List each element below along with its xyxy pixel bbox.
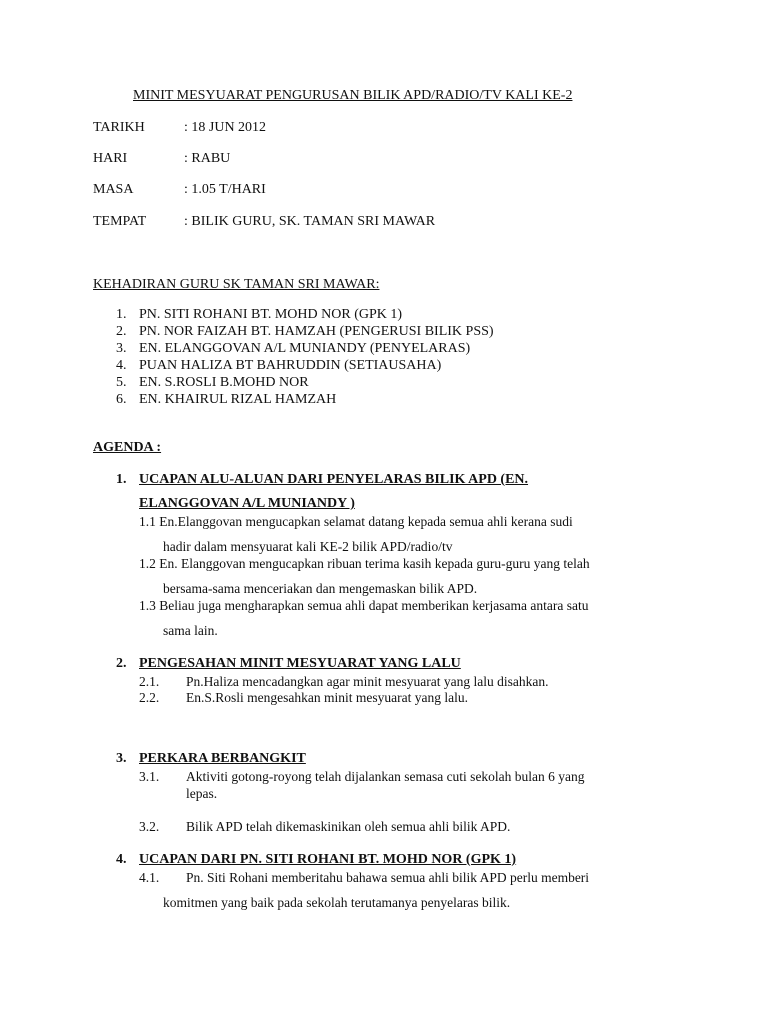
attendance-item: EN. ELANGGOVAN A/L MUNIANDY (PENYELARAS)	[139, 341, 471, 356]
agenda-item-text: En.S.Rosli mengesahkan minit mesyuarat yang lalu.	[186, 690, 468, 705]
agenda-item-text-cont: lepas.	[186, 786, 218, 801]
attendance-number: 4.	[116, 358, 127, 373]
agenda-section-title: UCAPAN ALU-ALUAN DARI PENYELARAS BILIK APD (EN.	[139, 472, 529, 487]
attendance-item: PUAN HALIZA BT BAHRUDDIN (SETIAUSAHA)	[139, 358, 442, 373]
document-title: MINIT MESYUARAT PENGURUSAN BILIK APD/RADIO/TV KALI KE-2	[133, 88, 573, 103]
agenda-item-number: 2.2.	[139, 690, 160, 705]
info-value-hari: : RABU	[184, 151, 231, 166]
attendance-item: PN. NOR FAIZAH BT. HAMZAH (PENGERUSI BILIK PSS)	[139, 324, 494, 339]
info-value-tempat: : BILIK GURU, SK. TAMAN SRI MAWAR	[184, 214, 436, 229]
agenda-item-text: Aktiviti gotong-royong telah dijalankan semasa cuti sekolah bulan 6 yang	[186, 769, 585, 784]
agenda-item-number: 2.1.	[139, 674, 160, 689]
agenda-section-number: 3.	[116, 751, 127, 766]
agenda-item-text: 1.3 Beliau juga mengharapkan semua ahli dapat memberikan kerjasama antara satu	[139, 598, 589, 613]
attendance-item: EN. S.ROSLI B.MOHD NOR	[139, 375, 309, 390]
agenda-item-number: 4.1.	[139, 870, 160, 885]
agenda-item-text: 1.1 En.Elanggovan mengucapkan selamat datang kepada semua ahli kerana sudi	[139, 514, 573, 529]
agenda-section-title-cont: ELANGGOVAN A/L MUNIANDY )	[139, 496, 355, 511]
info-label-hari: HARI	[93, 151, 128, 166]
agenda-item-text-cont: bersama-sama menceriakan dan mengemaskan bilik APD.	[163, 581, 478, 596]
agenda-item-text-cont: hadir dalam mensyuarat kali KE-2 bilik APD/radio/tv	[163, 539, 453, 554]
attendance-number: 5.	[116, 375, 127, 390]
agenda-item-text-cont: komitmen yang baik pada sekolah terutamanya penyelaras bilik.	[163, 895, 511, 910]
agenda-heading: AGENDA :	[93, 440, 162, 455]
agenda-item-number: 3.2.	[139, 819, 160, 834]
agenda-section-title: PERKARA BERBANGKIT	[139, 751, 306, 766]
attendance-heading: KEHADIRAN GURU SK TAMAN SRI MAWAR:	[93, 277, 380, 292]
agenda-section-number: 1.	[116, 472, 127, 487]
attendance-number: 6.	[116, 392, 127, 407]
agenda-section-number: 4.	[116, 852, 127, 867]
agenda-item-text: Bilik APD telah dikemaskinikan oleh semua ahli bilik APD.	[186, 819, 511, 834]
info-value-tarikh: : 18 JUN 2012	[184, 120, 267, 135]
attendance-item: EN. KHAIRUL RIZAL HAMZAH	[139, 392, 337, 407]
info-label-tarikh: TARIKH	[93, 120, 145, 135]
agenda-item-number: 3.1.	[139, 769, 160, 784]
info-label-masa: MASA	[93, 182, 134, 197]
agenda-section-number: 2.	[116, 656, 127, 671]
agenda-section-title: PENGESAHAN MINIT MESYUARAT YANG LALU	[139, 656, 461, 671]
agenda-item-text-cont: sama lain.	[163, 623, 218, 638]
info-value-masa: : 1.05 T/HARI	[184, 182, 266, 197]
info-label-tempat: TEMPAT	[93, 214, 147, 229]
attendance-number: 2.	[116, 324, 127, 339]
agenda-section-title: UCAPAN DARI PN. SITI ROHANI BT. MOHD NOR (GPK 1)	[139, 852, 517, 867]
attendance-number: 3.	[116, 341, 127, 356]
attendance-number: 1.	[116, 307, 127, 322]
agenda-item-text: 1.2 En. Elanggovan mengucapkan ribuan terima kasih kepada guru-guru yang telah	[139, 556, 590, 571]
agenda-item-text: Pn.Haliza mencadangkan agar minit mesyuarat yang lalu disahkan.	[186, 674, 549, 689]
attendance-item: PN. SITI ROHANI BT. MOHD NOR (GPK 1)	[139, 307, 403, 322]
agenda-item-text: Pn. Siti Rohani memberitahu bahawa semua ahli bilik APD perlu memberi	[186, 870, 590, 885]
